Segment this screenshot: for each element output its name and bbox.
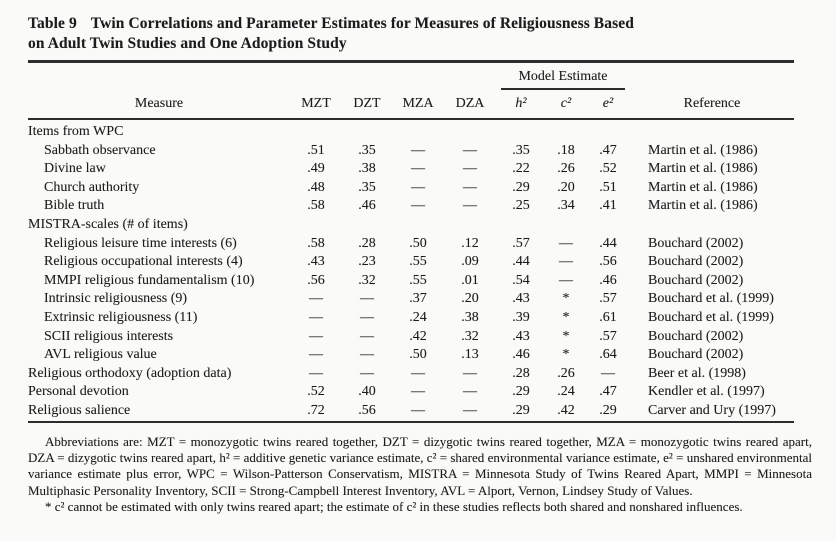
cell-dza: .38 xyxy=(461,309,479,325)
column-header-mza: MZA xyxy=(392,90,444,119)
table-row xyxy=(28,197,794,216)
cell-measure: Divine law xyxy=(44,161,106,177)
table-row xyxy=(28,346,794,365)
cell-e2: .47 xyxy=(599,142,617,158)
cell-e2: .29 xyxy=(599,402,617,418)
cell-c2: .18 xyxy=(557,142,575,158)
cell-e2: .46 xyxy=(599,272,617,288)
cell-mzt: .56 xyxy=(307,272,325,288)
correlations-table xyxy=(28,60,794,423)
cell-measure: Intrinsic religiousness (9) xyxy=(44,291,188,307)
cell-dzt: .32 xyxy=(358,272,376,288)
cell-e2: .41 xyxy=(599,198,617,214)
cell-h2: .43 xyxy=(512,328,530,344)
table-row xyxy=(28,160,794,179)
column-header-reference: Reference xyxy=(630,90,794,119)
cell-mzt: — xyxy=(309,291,323,307)
cell-reference: Kendler et al. (1997) xyxy=(648,384,765,400)
cell-c2: .26 xyxy=(557,365,575,381)
cell-h2: .35 xyxy=(512,142,530,158)
table-row xyxy=(28,290,794,309)
cell-measure: Religious salience xyxy=(28,402,131,418)
table-title-text: Twin Correlations and Parameter Estimates for Measures of Religiousness Based xyxy=(90,15,634,32)
model-estimate-spanner xyxy=(496,62,630,91)
table-title-line1 xyxy=(28,14,812,34)
cell-c2: — xyxy=(559,272,573,288)
cell-reference: Martin et al. (1986) xyxy=(648,161,758,177)
cell-mzt: — xyxy=(309,309,323,325)
column-header-row xyxy=(28,90,794,119)
cell-mza: — xyxy=(411,402,425,418)
cell-dza: — xyxy=(463,142,477,158)
cell-mza: — xyxy=(411,161,425,177)
cell-mza: — xyxy=(411,142,425,158)
cell-c2: * xyxy=(562,291,570,307)
cell-measure: MMPI religious fundamentalism (10) xyxy=(44,272,255,288)
cell-e2: .52 xyxy=(599,161,617,177)
cell-h2: .28 xyxy=(512,365,530,381)
section-row xyxy=(28,119,794,142)
cell-mza: .55 xyxy=(409,272,427,288)
table-footnotes xyxy=(28,434,812,516)
asterisk-note: * c² cannot be estimated with only twins reared apart; the estimate of c² in these studies reflects both shared and nonshared influences. xyxy=(45,499,743,515)
cell-c2: — xyxy=(559,254,573,270)
cell-dza: — xyxy=(463,402,477,418)
table-row xyxy=(28,179,794,198)
cell-mza: .37 xyxy=(409,291,427,307)
cell-measure: Religious orthodoxy (adoption data) xyxy=(28,365,232,381)
cell-mza: — xyxy=(411,179,425,195)
column-header-dza: DZA xyxy=(444,90,496,119)
cell-dzt: .28 xyxy=(358,235,376,251)
table-row xyxy=(28,309,794,328)
cell-h2: .57 xyxy=(512,235,530,251)
cell-reference: Bouchard (2002) xyxy=(648,328,744,344)
cell-mzt: .51 xyxy=(307,142,325,158)
column-header-h2: h² xyxy=(496,90,546,119)
cell-measure: Bible truth xyxy=(44,198,105,214)
cell-e2: — xyxy=(601,365,615,381)
cell-dza: .12 xyxy=(461,235,479,251)
cell-c2: * xyxy=(562,347,570,363)
cell-h2: .25 xyxy=(512,198,530,214)
cell-dzt: .56 xyxy=(358,402,376,418)
cell-dzt: .35 xyxy=(358,179,376,195)
table-row xyxy=(28,383,794,402)
cell-c2: * xyxy=(562,309,570,325)
cell-measure: Church authority xyxy=(44,179,140,195)
cell-dza: .13 xyxy=(461,347,479,363)
table-number: Table 9 xyxy=(28,15,77,32)
cell-measure: Extrinsic religiousness (11) xyxy=(44,309,198,325)
cell-c2: — xyxy=(559,235,573,251)
section-row xyxy=(28,216,794,235)
column-header-mzt: MZT xyxy=(290,90,342,119)
cell-mza: — xyxy=(411,365,425,381)
cell-e2: .61 xyxy=(599,309,617,325)
column-header-dzt: DZT xyxy=(342,90,392,119)
cell-dza: .09 xyxy=(461,254,479,270)
cell-mzt: .49 xyxy=(307,161,325,177)
section-label: MISTRA-scales (# of items) xyxy=(28,216,188,232)
cell-measure: Religious occupational interests (4) xyxy=(44,254,243,270)
cell-mza: .50 xyxy=(409,347,427,363)
cell-dzt: .35 xyxy=(358,142,376,158)
cell-mzt: .48 xyxy=(307,179,325,195)
spanner-spacer xyxy=(630,62,794,91)
cell-h2: .29 xyxy=(512,179,530,195)
column-header-measure: Measure xyxy=(28,90,290,119)
cell-mza: — xyxy=(411,198,425,214)
cell-c2: .24 xyxy=(557,384,575,400)
cell-dzt: — xyxy=(360,347,374,363)
cell-dzt: — xyxy=(360,328,374,344)
cell-c2: .20 xyxy=(557,179,575,195)
cell-measure: AVL religious value xyxy=(44,347,157,363)
cell-reference: Bouchard et al. (1999) xyxy=(648,291,774,307)
cell-h2: .54 xyxy=(512,272,530,288)
cell-mza: .55 xyxy=(409,254,427,270)
cell-measure: Religious leisure time interests (6) xyxy=(44,235,237,251)
cell-dzt: .38 xyxy=(358,161,376,177)
cell-reference: Carver and Ury (1997) xyxy=(648,402,776,418)
spanner-row xyxy=(28,62,794,91)
cell-mzt: .72 xyxy=(307,402,325,418)
cell-mzt: .43 xyxy=(307,254,325,270)
cell-c2: * xyxy=(562,328,570,344)
cell-mzt: .58 xyxy=(307,198,325,214)
cell-dzt: .46 xyxy=(358,198,376,214)
model-estimate-label: Model Estimate xyxy=(501,68,625,90)
cell-e2: .44 xyxy=(599,235,617,251)
cell-h2: .22 xyxy=(512,161,530,177)
cell-dza: — xyxy=(463,179,477,195)
cell-e2: .57 xyxy=(599,291,617,307)
cell-dza: — xyxy=(463,161,477,177)
abbreviations-note: Abbreviations are: MZT = monozygotic twins reared together, DZT = dizygotic twins reared together, MZA = monozygotic twins reared apart, DZA = dizygotic twins reared apart, h² = additive genetic variance estimate, c² = shared environmental variance estimate, e² = unshared environmental variance estimate plus error, WPC = Wilson-Patterson Conservatism, MISTRA = Minnesota Study of Twins Reared Apart, MMPI = Minnesota Multiphasic Personality Inventory, SCII = Strong-Campbell Interest Inventory, AVL = Alport, Vernon, Lindsey Study of Values. xyxy=(28,433,812,498)
cell-c2: .42 xyxy=(557,402,575,418)
cell-dzt: — xyxy=(360,365,374,381)
cell-dza: — xyxy=(463,198,477,214)
cell-dzt: .23 xyxy=(358,254,376,270)
table-row xyxy=(28,142,794,161)
cell-h2: .29 xyxy=(512,402,530,418)
cell-measure: Sabbath observance xyxy=(44,142,156,158)
cell-mzt: — xyxy=(309,365,323,381)
table-row xyxy=(28,402,794,422)
cell-h2: .46 xyxy=(512,347,530,363)
cell-c2: .26 xyxy=(557,161,575,177)
cell-measure: SCII religious interests xyxy=(44,328,174,344)
cell-reference: Martin et al. (1986) xyxy=(648,198,758,214)
table-header xyxy=(28,62,794,120)
cell-mza: — xyxy=(411,384,425,400)
cell-mzt: .52 xyxy=(307,384,325,400)
cell-e2: .56 xyxy=(599,254,617,270)
section-label: Items from WPC xyxy=(28,124,124,139)
cell-dza: — xyxy=(463,384,477,400)
table-row xyxy=(28,253,794,272)
cell-mzt: — xyxy=(309,328,323,344)
cell-dza: .20 xyxy=(461,291,479,307)
cell-dza: .01 xyxy=(461,272,479,288)
cell-h2: .43 xyxy=(512,291,530,307)
cell-h2: .44 xyxy=(512,254,530,270)
cell-e2: .47 xyxy=(599,384,617,400)
cell-e2: .51 xyxy=(599,179,617,195)
cell-dzt: .40 xyxy=(358,384,376,400)
cell-h2: .39 xyxy=(512,309,530,325)
table-row xyxy=(28,328,794,347)
table-row xyxy=(28,235,794,254)
cell-measure: Personal devotion xyxy=(28,384,129,400)
cell-reference: Bouchard (2002) xyxy=(648,254,744,270)
spanner-spacer xyxy=(28,62,496,91)
cell-mza: .50 xyxy=(409,235,427,251)
cell-dzt: — xyxy=(360,291,374,307)
cell-mzt: .58 xyxy=(307,235,325,251)
table-row xyxy=(28,272,794,291)
cell-mzt: — xyxy=(309,347,323,363)
cell-c2: .34 xyxy=(557,198,575,214)
table-row xyxy=(28,365,794,384)
cell-dza: .32 xyxy=(461,328,479,344)
cell-mza: .24 xyxy=(409,309,427,325)
cell-dzt: — xyxy=(360,309,374,325)
cell-reference: Bouchard (2002) xyxy=(648,272,744,288)
cell-e2: .57 xyxy=(599,328,617,344)
cell-reference: Bouchard (2002) xyxy=(648,235,744,251)
cell-mza: .42 xyxy=(409,328,427,344)
table-title-line2: on Adult Twin Studies and One Adoption Study xyxy=(28,35,347,52)
cell-reference: Bouchard (2002) xyxy=(648,347,744,363)
cell-h2: .29 xyxy=(512,384,530,400)
cell-reference: Bouchard et al. (1999) xyxy=(648,309,774,325)
cell-reference: Martin et al. (1986) xyxy=(648,179,758,195)
column-header-c2: c² xyxy=(546,90,586,119)
column-header-e2: e² xyxy=(586,90,630,119)
cell-dza: — xyxy=(463,365,477,381)
cell-e2: .64 xyxy=(599,347,617,363)
cell-reference: Martin et al. (1986) xyxy=(648,142,758,158)
table-body xyxy=(28,119,794,422)
table-title xyxy=(28,14,812,54)
cell-reference: Beer et al. (1998) xyxy=(648,365,746,381)
